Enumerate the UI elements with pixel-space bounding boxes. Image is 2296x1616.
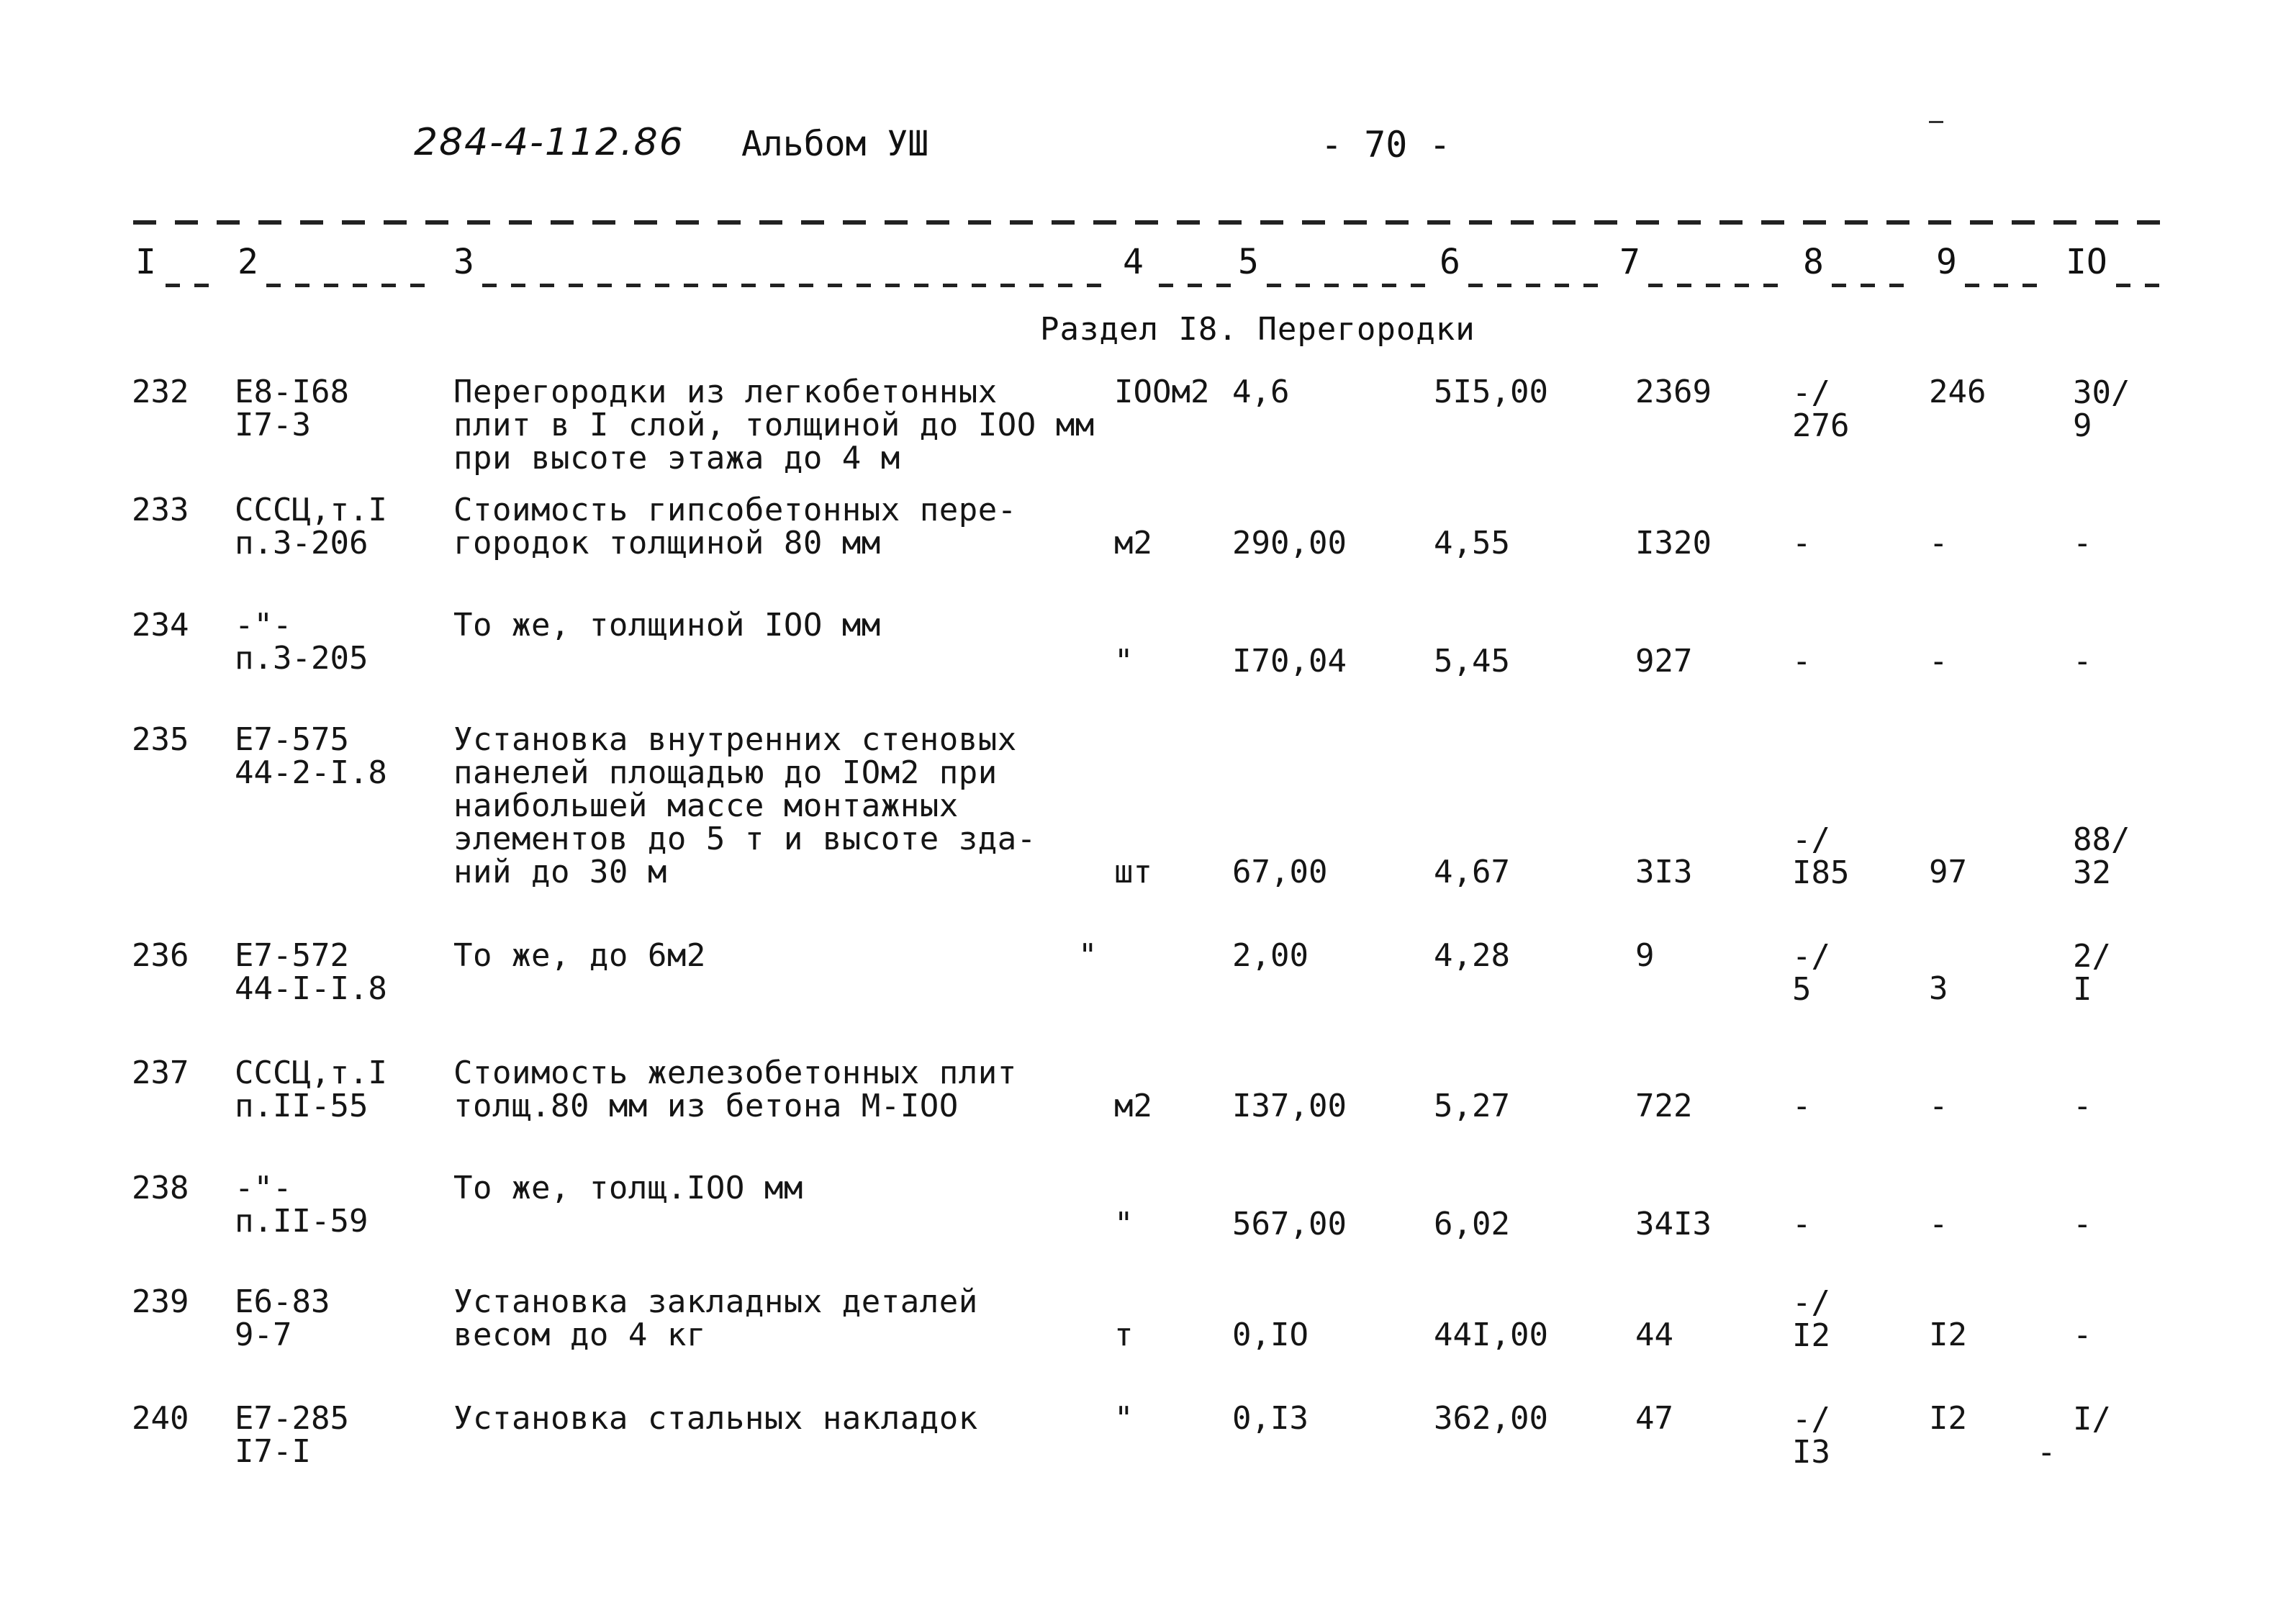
row-col7-value: 47 (1635, 1400, 1673, 1437)
row-col7-value: 2369 (1635, 374, 1712, 410)
row-col10-value: - (2073, 1317, 2092, 1353)
row-description-line: Перегородки из легкобетонных (453, 374, 998, 410)
column-divider-dash (482, 284, 1116, 287)
row-col8-value: - (1792, 643, 1812, 680)
row-number: 233 (132, 492, 189, 528)
row-code-line: I7-I (235, 1433, 311, 1470)
row-col8-value: - (1792, 525, 1812, 561)
row-col10-value: - (2073, 1088, 2092, 1124)
row-unit: м2 (1114, 525, 1152, 561)
row-col6-value: 4,67 (1434, 854, 1510, 890)
row-number: 235 (132, 721, 189, 758)
document-code: 284-4-112.86 (414, 121, 684, 164)
row-col5-value: 567,00 (1232, 1206, 1347, 1242)
row-col8-numerator: -/ (1792, 374, 1830, 411)
row-col9-value: I2 (1929, 1317, 1967, 1353)
row-description-line: Стоимость железобетонных плит (453, 1055, 1017, 1091)
row-code-line: 44-2-I.8 (235, 754, 387, 791)
row-code-line: 9-7 (235, 1317, 292, 1353)
row-col10-numerator: 88/ (2073, 821, 2130, 858)
column-number-3: 3 (453, 242, 474, 282)
column-number-7: 7 (1619, 242, 1640, 282)
page-number: - 70 - (1321, 124, 1451, 166)
row-col10-denominator: 32 (2073, 854, 2111, 891)
row-col5-value: 2,00 (1232, 937, 1309, 974)
row-col9-value: - (1929, 1206, 1948, 1242)
row-col8-denominator: I3 (1792, 1434, 1830, 1471)
row-description-line: весом до 4 кг (453, 1317, 706, 1353)
row-number: 240 (132, 1400, 189, 1437)
row-unit: " (1114, 1206, 1134, 1242)
row-col10-denominator: 9 (2073, 407, 2092, 444)
row-col7-value: 3I3 (1635, 854, 1693, 890)
row-col6-value: 5,45 (1434, 643, 1510, 680)
row-code-line: СССЦ,т.I (235, 1055, 387, 1091)
column-divider-dash (1468, 284, 1612, 287)
row-number: 238 (132, 1170, 189, 1206)
row-col6-value: 4,55 (1434, 525, 1510, 561)
corner-mark (1929, 121, 1943, 123)
row-col5-value: 0,I3 (1232, 1400, 1309, 1437)
row-col5-value: I37,00 (1232, 1088, 1347, 1124)
row-col8-value: - (1792, 1206, 1812, 1242)
column-divider-dash (1965, 284, 2051, 287)
row-code-line: E7-575 (235, 721, 349, 758)
row-code-line: п.3-206 (235, 525, 369, 561)
row-description-line: То же, толщиной IOO мм (453, 607, 881, 644)
row-col10-numerator: 2/ (2073, 938, 2111, 975)
row-description-line: Установка внутренних стеновых (453, 721, 1017, 758)
row-code-line: -"- (235, 607, 292, 644)
row-col6-value: 362,00 (1434, 1400, 1548, 1437)
row-code-line: 44-I-I.8 (235, 970, 387, 1007)
row-description-line: Установка закладных деталей (453, 1283, 978, 1320)
row-unit: IOOм2 (1114, 374, 1210, 410)
row-col10-value: - (2073, 1206, 2092, 1242)
row-code-line: СССЦ,т.I (235, 492, 387, 528)
row-col8-denominator: I85 (1792, 854, 1850, 891)
row-col6-value: 44I,00 (1434, 1317, 1548, 1353)
column-divider-dash (266, 284, 439, 287)
row-code-line: I7-3 (235, 407, 311, 443)
row-unit: шт (1114, 854, 1152, 890)
row-col9-value: - (1929, 643, 1948, 680)
row-description-line: панелей площадью до IOм2 при (453, 754, 998, 791)
row-col8-denominator: 276 (1792, 407, 1850, 444)
section-title: Раздел I8. Перегородки (1040, 311, 1475, 348)
row-description-line: элементов до 5 т и высоте зда- (453, 821, 1036, 857)
row-col10-numerator: I/ (2073, 1401, 2111, 1437)
row-number: 237 (132, 1055, 189, 1091)
column-divider-dash (2116, 284, 2159, 287)
row-col10-denominator: I (2073, 971, 2092, 1008)
row-description-line: То же, до 6м2 (453, 937, 706, 974)
row-col7-value: 9 (1635, 937, 1655, 974)
column-number-8: 8 (1803, 242, 1824, 282)
row-description-line: при высоте этажа до 4 м (453, 440, 900, 477)
row-description-line: городок толщиной 80 мм (453, 525, 881, 561)
row-description-line: плит в I слой, толщиной до IOO мм (453, 407, 1095, 443)
row-col6-value: 6,02 (1434, 1206, 1510, 1242)
row-number: 232 (132, 374, 189, 410)
row-col9-value: - (1929, 1088, 1948, 1124)
column-number-5: 5 (1238, 242, 1259, 282)
row-code-line: -"- (235, 1170, 292, 1206)
row-description-line: ний до 30 м (453, 854, 667, 890)
row-description-line: То же, толщ.IOO мм (453, 1170, 803, 1206)
row-number: 239 (132, 1283, 189, 1320)
row-col10-value: - (2073, 525, 2092, 561)
row-col6-value: 5I5,00 (1434, 374, 1548, 410)
row-col9-value: 246 (1929, 374, 1987, 410)
row-unit: " (1114, 643, 1134, 680)
row-description-line: наибольшей массе монтажных (453, 787, 959, 824)
row-col9-value: I2 (1929, 1400, 1967, 1437)
column-divider-dash (166, 284, 223, 287)
row-col7-value: I320 (1635, 525, 1712, 561)
row-col5-value: 4,6 (1232, 374, 1290, 410)
row-col8-denominator: I2 (1792, 1317, 1830, 1354)
row-col5-value: 67,00 (1232, 854, 1328, 890)
row-code-line: E7-285 (235, 1400, 349, 1437)
row-code-line: E6-83 (235, 1283, 330, 1320)
row-col7-value: 927 (1635, 643, 1693, 680)
row-col8-denominator: 5 (1792, 971, 1812, 1008)
row-unit: т (1114, 1317, 1134, 1353)
row-description-line: Стоимость гипсобетонных пере- (453, 492, 1017, 528)
column-number-4: 4 (1123, 242, 1144, 282)
row-col8-numerator: -/ (1792, 1401, 1830, 1437)
row-code-line: п.II-55 (235, 1088, 369, 1124)
row-col5-value: 290,00 (1232, 525, 1347, 561)
column-number-2: 2 (238, 242, 258, 282)
column-number-9: 9 (1936, 242, 1957, 282)
row-col7-value: 722 (1635, 1088, 1693, 1124)
row-col5-value: I70,04 (1232, 643, 1347, 680)
row-description-line: Установка стальных накладок (453, 1400, 978, 1437)
row-col5-value: 0,IO (1232, 1317, 1309, 1353)
album-label: Альбом УШ (741, 124, 929, 164)
row-col8-value: - (1792, 1088, 1812, 1124)
row-unit: " (1078, 937, 1098, 974)
header-dashed-rule (133, 220, 2177, 225)
row-code-line: E8-I68 (235, 374, 349, 410)
row-code-line: п.3-205 (235, 640, 369, 677)
row-col7-value: 44 (1635, 1317, 1673, 1353)
column-divider-dash (1832, 284, 1918, 287)
row-code-line: E7-572 (235, 937, 349, 974)
row-col9-value: 3 (1929, 970, 1948, 1007)
column-divider-dash (1267, 284, 1425, 287)
row-col7-value: 34I3 (1635, 1206, 1712, 1242)
row-number: 236 (132, 937, 189, 974)
row-col8-numerator: -/ (1792, 821, 1830, 858)
column-number-10: IO (2066, 242, 2107, 282)
row-col9-value: - (1929, 525, 1948, 561)
column-number-1: I (135, 242, 156, 282)
row-col10-numerator: 30/ (2073, 374, 2130, 411)
column-divider-dash (1648, 284, 1792, 287)
row-col6-value: 4,28 (1434, 937, 1510, 974)
row-description-line: толщ.80 мм из бетона М-IOO (453, 1088, 959, 1124)
row-col8-numerator: -/ (1792, 1284, 1830, 1321)
row-unit: м2 (1114, 1088, 1152, 1124)
row-col9-value: 97 (1929, 854, 1967, 890)
row-code-line: п.II-59 (235, 1203, 369, 1240)
column-number-row (0, 242, 2296, 292)
row-col10-value: - (2073, 643, 2092, 680)
row-col10-denominator: - (2037, 1434, 2056, 1471)
column-divider-dash (1159, 284, 1231, 287)
row-col8-numerator: -/ (1792, 938, 1830, 975)
row-number: 234 (132, 607, 189, 644)
column-number-6: 6 (1439, 242, 1460, 282)
row-unit: " (1114, 1400, 1134, 1437)
row-col6-value: 5,27 (1434, 1088, 1510, 1124)
